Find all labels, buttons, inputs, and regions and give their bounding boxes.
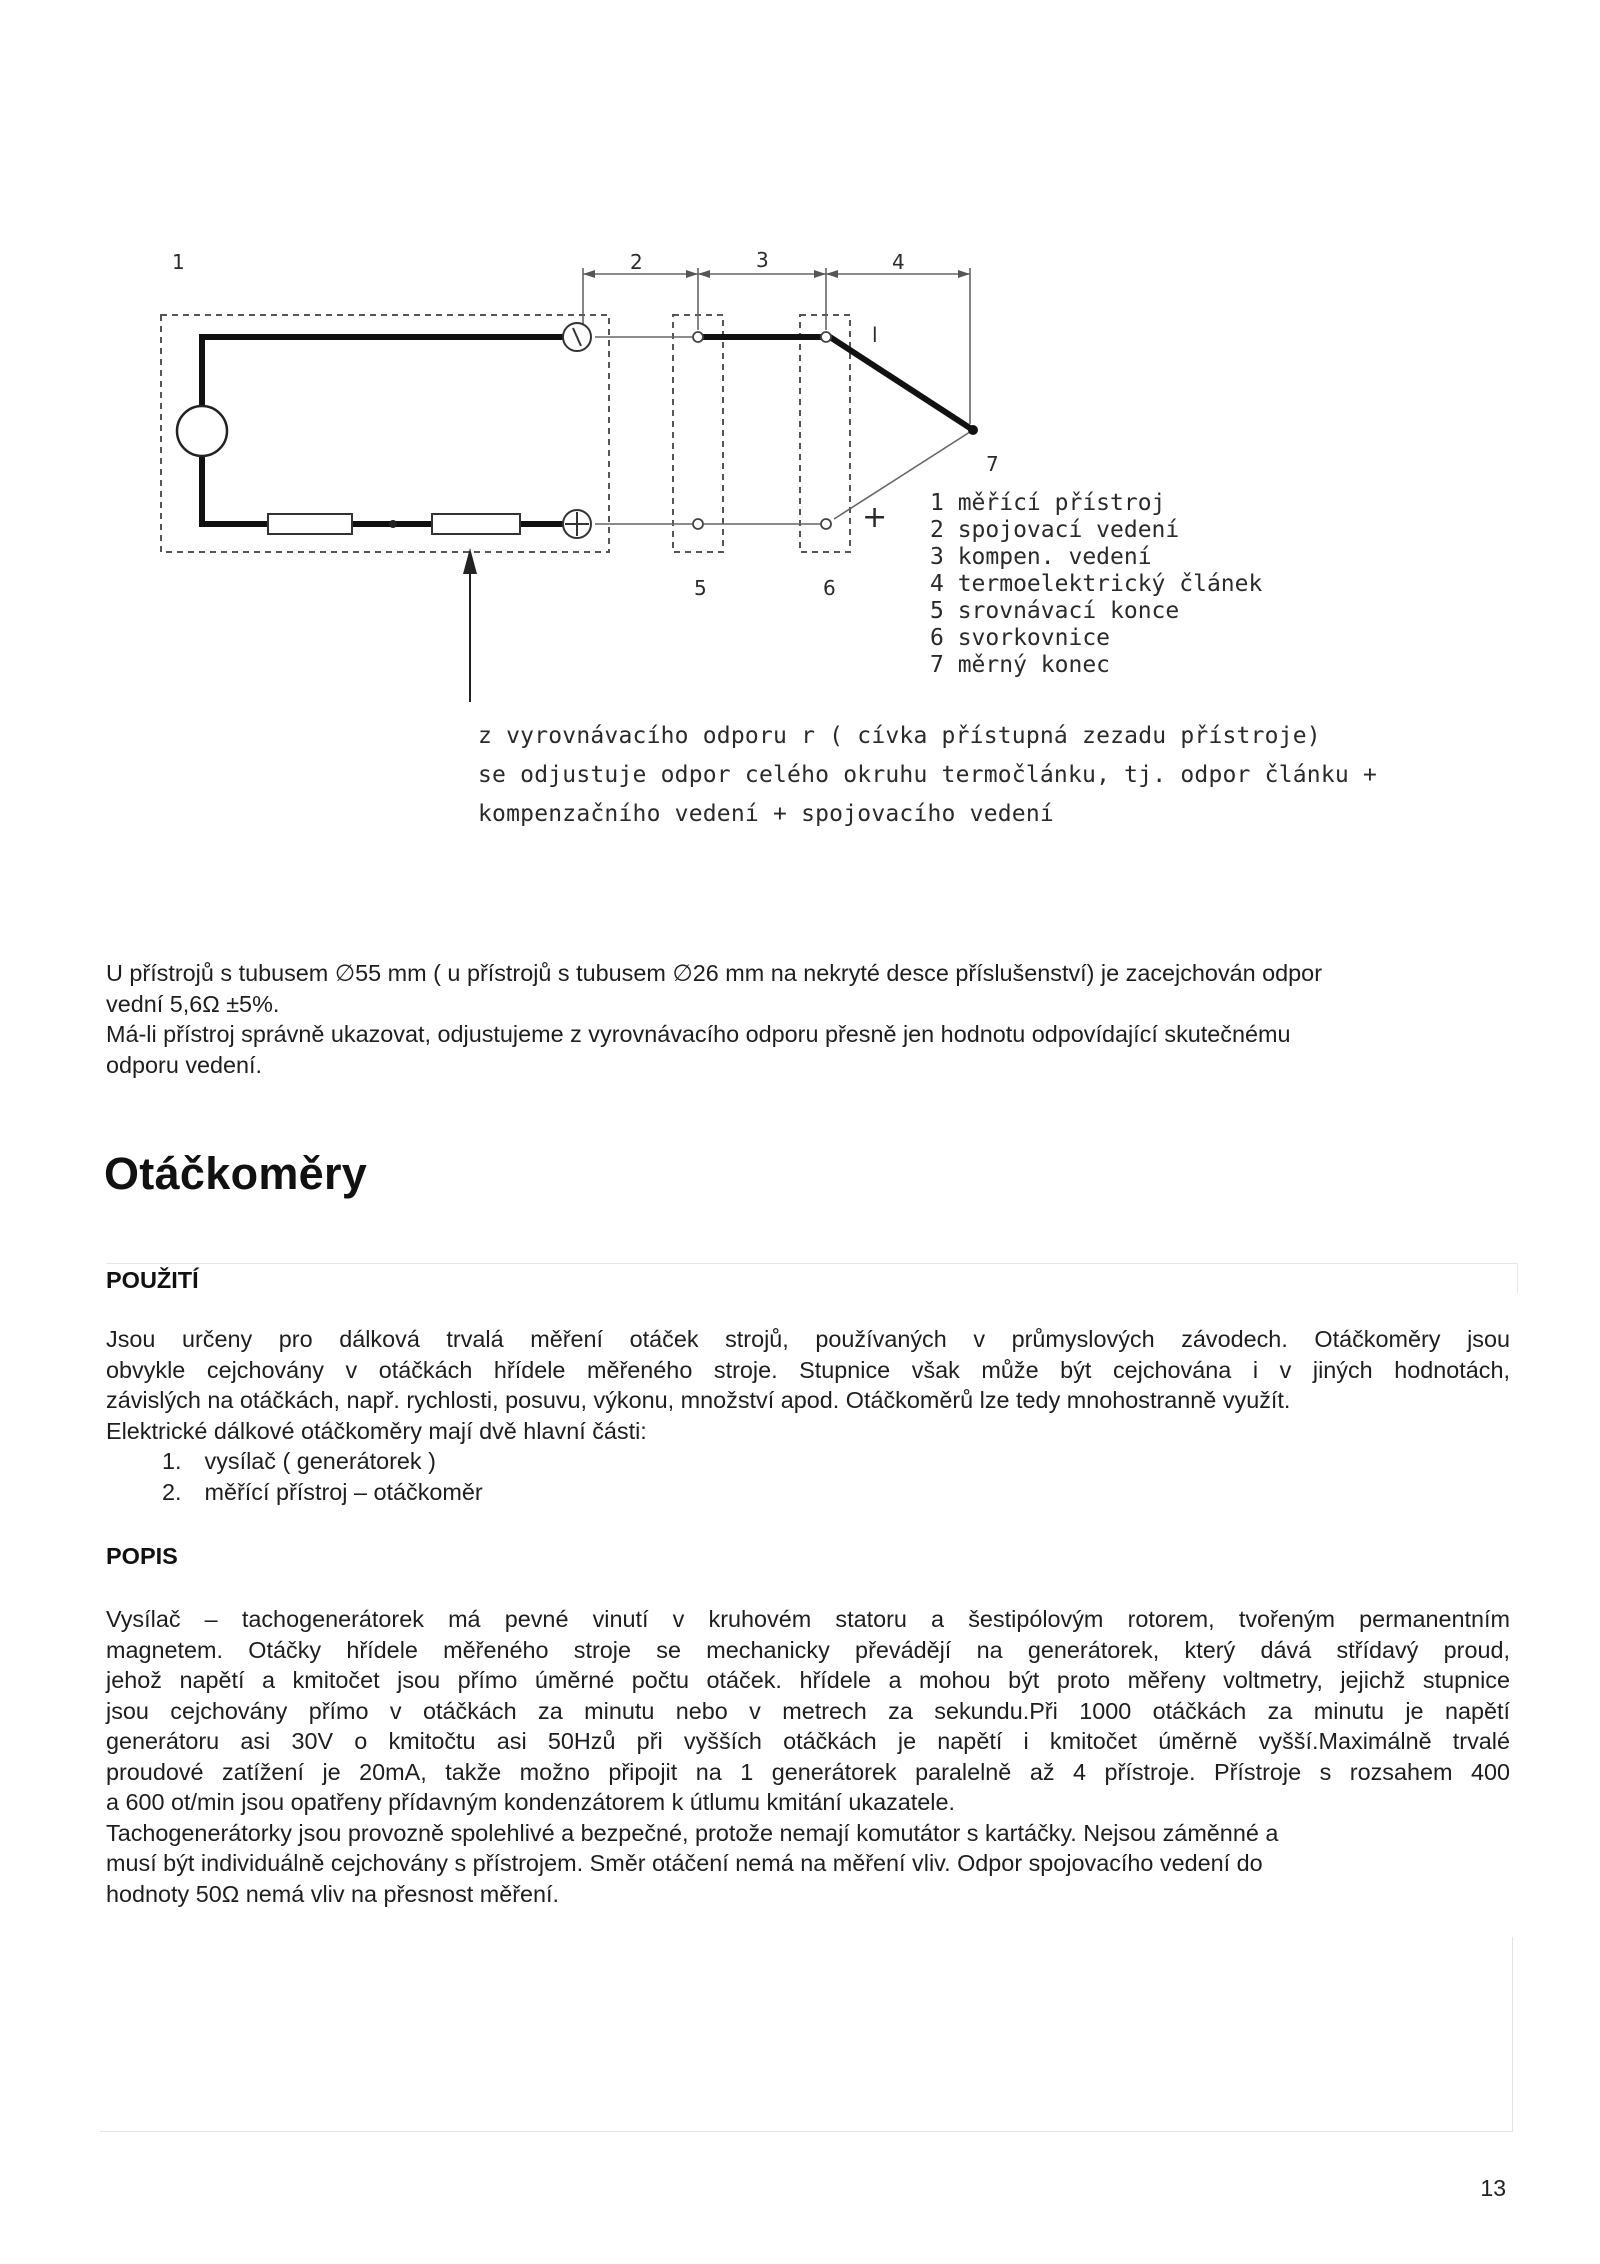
resistor-adjustable: [432, 514, 520, 534]
label-dim-2: 2: [630, 250, 643, 274]
legend-item: 7 měrný konec: [930, 652, 1111, 678]
popis-line: magnetem. Otáčky hřídele měřeného stroje se mechanicky převádějí na generátorek, který dává střídavý proud,: [106, 1636, 1510, 1663]
list-text: vysílač ( generátorek ): [204, 1448, 436, 1474]
frame-edge-right: [1512, 1937, 1513, 2132]
thermocouple-circuit-diagram: [0, 0, 1600, 880]
popis-line: generátoru asi 30V o kmitočtu asi 50Hzů při vyšších otáčkách je napětí i kmitočet úměrně vyšší.Maximálně trvalé: [106, 1728, 1510, 1754]
subheading-divider: [106, 1263, 1518, 1264]
intro-line: U přístrojů s tubusem ∅55 mm ( u přístrojů s tubusem ∅26 mm na nekryté desce příslušenství) je zacejchován odpor: [106, 960, 1322, 986]
label-terminal-5: 5: [694, 576, 707, 600]
parts-list: [162, 1446, 962, 1507]
list-item: [162, 1477, 962, 1508]
legend-item: 6 svorkovnice: [930, 625, 1111, 651]
frame-edge-bottom: [100, 2131, 1512, 2132]
pouziti-paragraph: [106, 1324, 1510, 1446]
measuring-junction: [968, 425, 978, 435]
popis-line: musí být individuálně cejchovány s přístrojem. Směr otáčení nemá na měření vliv. Odpor spojovacího vedení do: [106, 1850, 1263, 1876]
subheading-divider-edge: [1517, 1263, 1518, 1293]
instrument-enclosure-dashed: [161, 315, 609, 552]
legend-item: 4 termoelektrický článek: [930, 571, 1263, 597]
legend-item: 3 kompen. vedení: [930, 544, 1152, 570]
popis-line: Vysílač – tachogenerátorek má pevné vinutí v kruhovém statoru a šestipólovým rotorem, tvořeným permanentním: [106, 1606, 1510, 1632]
popis-line: hodnoty 50Ω nemá vliv na přesnost měření.: [106, 1880, 560, 1907]
terminal-box-5-dashed: [673, 315, 723, 552]
label-measuring-end: 7: [986, 452, 999, 476]
popis-line: Tachogenerátorky jsou provozně spolehlivé a bezpečné, protože nemají komutátor s kartáčky. Nejsou záměnné a: [106, 1819, 1279, 1846]
subheading-popis: POPIS: [106, 1543, 178, 1569]
section-title: Otáčkoměry: [104, 1148, 368, 1199]
pouziti-line: obvykle cejchovány v otáčkách hřídele měřeného stroje. Stupnice však může být cejchována i v jiných hodnotách,: [106, 1356, 1510, 1383]
intro-line: Má-li přístroj správně ukazovat, odjustujeme z vyrovnávacího odporu přesně jen hodnotu odpovídající skutečnému: [106, 1021, 1291, 1047]
diagram-note: [478, 717, 1377, 834]
list-number: 1.: [162, 1448, 182, 1474]
pouziti-line: závislých na otáčkách, např. rychlosti, posuvu, výkonu, množství apod. Otáčkoměrů lze tedy mnohostranně využít.: [106, 1387, 1291, 1413]
resistor-fixed: [268, 514, 352, 534]
note-line: se odjustuje odpor celého okruhu termočlánku, tj. odpor článku +: [478, 762, 1378, 788]
label-lead: l: [872, 323, 878, 347]
legend-item: 2 spojovací vedení: [930, 517, 1180, 543]
list-text: měřící přístroj – otáčkoměr: [204, 1478, 483, 1505]
terminal-box-6-dashed: [800, 315, 850, 552]
meter-symbol: [177, 406, 227, 456]
label-terminal-6: 6: [823, 576, 836, 600]
legend-item: 5 srovnávací konce: [930, 598, 1180, 624]
popis-line: jsou cejchovány přímo v otáčkách za minutu nebo v metrech za sekundu.Při 1000 otáčkách za minutu je napětí: [106, 1697, 1510, 1724]
list-number: 2.: [162, 1478, 182, 1505]
intro-line: vední 5,6Ω ±5%.: [106, 990, 280, 1017]
note-line: kompenzačního vedení + spojovacího vedení: [478, 801, 1054, 827]
subheading-pouziti: POUŽITÍ: [106, 1267, 199, 1293]
label-plus: +: [862, 500, 888, 535]
intro-line: odporu vedení.: [106, 1051, 263, 1078]
list-item: [162, 1446, 962, 1477]
legend-item: 1 měřící přístroj: [930, 490, 1166, 516]
label-dim-3: 3: [756, 248, 769, 272]
label-dim-4: 4: [892, 250, 905, 274]
label-instrument: 1: [172, 250, 185, 274]
page-number: 13: [1480, 2175, 1506, 2201]
popis-paragraph: [106, 1604, 1510, 1909]
intro-paragraph: [106, 958, 1510, 1080]
popis-line: jehož napětí a kmitočet jsou přímo úměrné počtu otáček. hřídele a mohou být proto měřeny voltmetry, jejichž stupnice: [106, 1667, 1510, 1693]
pouziti-line: Elektrické dálkové otáčkoměry mají dvě hlavní části:: [106, 1417, 647, 1444]
popis-line: proudové zatížení je 20mA, takže možno připojit na 1 generátorek paralelně až 4 přístroje. Přístroje s rozsahem 400: [106, 1758, 1510, 1785]
diagram-legend: [930, 490, 1262, 679]
pouziti-line: Jsou určeny pro dálková trvalá měření otáček strojů, používaných v průmyslových závodech. Otáčkoměry jsou: [106, 1326, 1510, 1352]
popis-line: a 600 ot/min jsou opatřeny přídavným kondenzátorem k útlumu kmitání ukazatele.: [106, 1789, 956, 1815]
note-line: z vyrovnávacího odporu r ( cívka přístupná zezadu přístroje): [478, 723, 1321, 749]
